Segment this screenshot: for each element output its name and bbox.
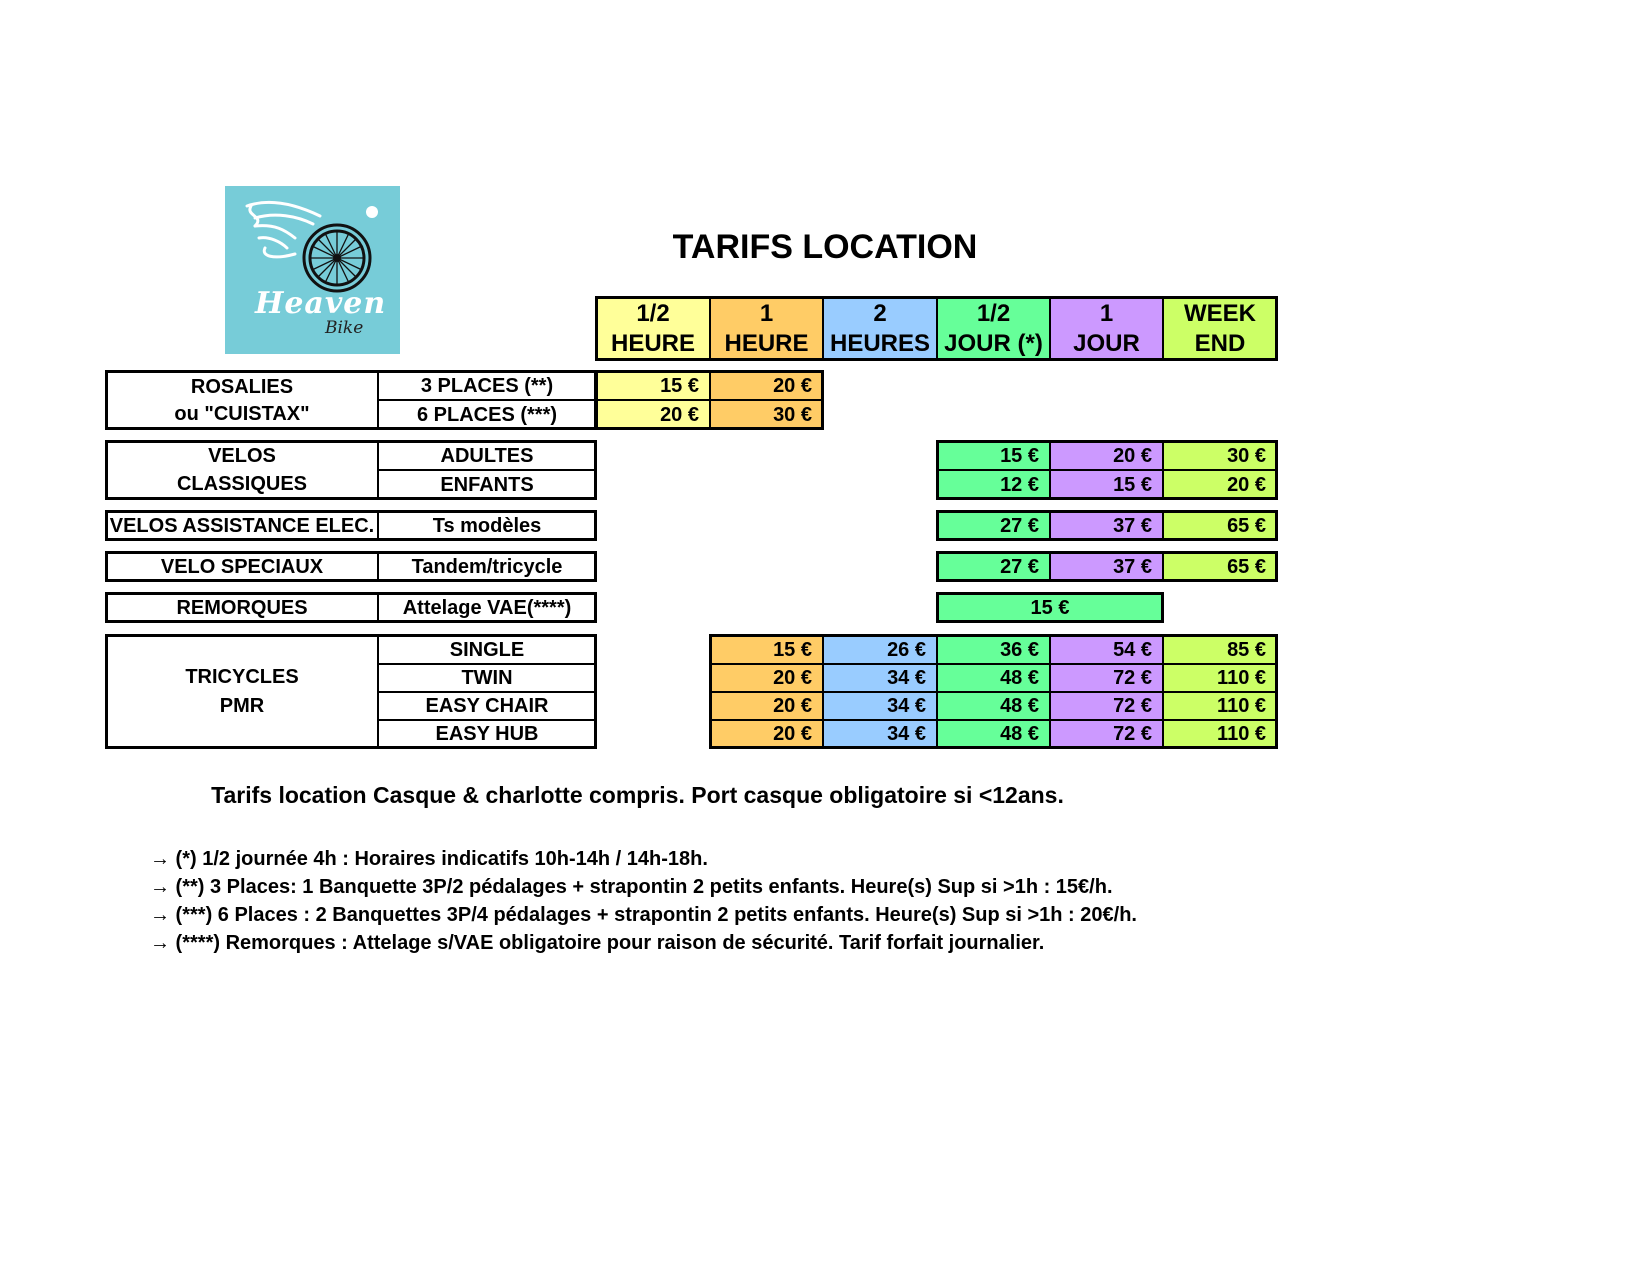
footer-main-note: Tarifs location Casque & charlotte compris. Port casque obligatoire si <12ans. [211, 782, 1064, 808]
price-rosalies-3-half-hour: 15 € [596, 371, 710, 400]
col-header-one-day: 1 JOUR [1050, 297, 1163, 360]
price-easy-hub-one-hour: 20 € [710, 720, 823, 748]
label-velos-classiques: VELOS CLASSIQUES [106, 441, 378, 499]
price-enfants-week-end: 20 € [1163, 470, 1277, 499]
note-3-places: → (**) 3 Places: 1 Banquette 3P/2 pédalages + strapontin 2 petits enfants. Heure(s) Sup si >1h : 15€/h. [150, 876, 1113, 898]
sub-3-places: 3 PLACES (**) [378, 371, 596, 400]
winged-wheel-icon [225, 186, 400, 354]
col-header-half-hour: 1/2 HEURE [596, 297, 710, 360]
sub-twin: TWIN [378, 664, 596, 692]
price-twin-half-day: 48 € [937, 664, 1050, 692]
price-vae-half-day: 27 € [937, 511, 1050, 540]
price-enfants-half-day: 12 € [937, 470, 1050, 499]
note-half-day: → (*) 1/2 journée 4h : Horaires indicatifs 10h-14h / 14h-18h. [150, 848, 708, 870]
sub-enfants: ENFANTS [378, 470, 596, 499]
price-twin-one-day: 72 € [1050, 664, 1163, 692]
price-speciaux-one-day: 37 € [1050, 552, 1163, 581]
price-vae-week-end: 65 € [1163, 511, 1277, 540]
price-rosalies-3-one-hour: 20 € [710, 371, 823, 400]
logo-text-bike: Bike [325, 318, 364, 338]
price-adultes-week-end: 30 € [1163, 441, 1277, 470]
price-rosalies-6-one-hour: 30 € [710, 400, 823, 429]
price-easy-chair-two-hours: 34 € [823, 692, 937, 720]
price-single-one-day: 54 € [1050, 635, 1163, 664]
note-6-places: → (***) 6 Places : 2 Banquettes 3P/4 pédalages + strapontin 2 petits enfants. Heure(s) Sup si >1h : 20€/h. [150, 904, 1137, 926]
col-header-one-hour: 1 HEURE [710, 297, 823, 360]
price-easy-chair-one-hour: 20 € [710, 692, 823, 720]
price-speciaux-week-end: 65 € [1163, 552, 1277, 581]
label-rosalies: ROSALIES ou "CUISTAX" [106, 371, 378, 429]
price-easy-hub-one-day: 72 € [1050, 720, 1163, 748]
note-remorques: → (****) Remorques : Attelage s/VAE obligatoire pour raison de sécurité. Tarif forfait journalier. [150, 932, 1045, 954]
col-header-week-end: WEEK END [1163, 297, 1277, 360]
sub-tandem-tricycle: Tandem/tricycle [378, 552, 596, 581]
price-single-week-end: 85 € [1163, 635, 1277, 664]
price-single-two-hours: 26 € [823, 635, 937, 664]
price-enfants-one-day: 15 € [1050, 470, 1163, 499]
price-speciaux-half-day: 27 € [937, 552, 1050, 581]
label-velos-assistance: VELOS ASSISTANCE ELEC. [106, 511, 378, 540]
sub-easy-hub: EASY HUB [378, 720, 596, 748]
logo-text-heaven: Heaven [255, 286, 387, 321]
sub-ts-modeles: Ts modèles [378, 511, 596, 540]
sub-easy-chair: EASY CHAIR [378, 692, 596, 720]
price-easy-hub-half-day: 48 € [937, 720, 1050, 748]
sub-6-places: 6 PLACES (***) [378, 400, 596, 429]
col-header-half-day: 1/2 JOUR (*) [937, 297, 1050, 360]
price-easy-chair-week-end: 110 € [1163, 692, 1277, 720]
price-twin-week-end: 110 € [1163, 664, 1277, 692]
price-vae-one-day: 37 € [1050, 511, 1163, 540]
sub-single: SINGLE [378, 635, 596, 664]
price-twin-one-hour: 20 € [710, 664, 823, 692]
col-header-two-hours: 2 HEURES [823, 297, 937, 360]
label-tricycles-pmr: TRICYCLES PMR [106, 635, 378, 748]
sub-attelage-vae: Attelage VAE(****) [378, 593, 596, 622]
price-remorques-forfait: 15 € [937, 593, 1163, 622]
heaven-bike-logo [225, 186, 400, 354]
price-easy-hub-week-end: 110 € [1163, 720, 1277, 748]
label-remorques: REMORQUES [106, 593, 378, 622]
price-twin-two-hours: 34 € [823, 664, 937, 692]
price-single-one-hour: 15 € [710, 635, 823, 664]
label-velo-speciaux: VELO SPECIAUX [106, 552, 378, 581]
price-easy-chair-one-day: 72 € [1050, 692, 1163, 720]
sub-adultes: ADULTES [378, 441, 596, 470]
price-rosalies-6-half-hour: 20 € [596, 400, 710, 429]
price-adultes-one-day: 20 € [1050, 441, 1163, 470]
price-single-half-day: 36 € [937, 635, 1050, 664]
page-title: TARIFS LOCATION [672, 228, 978, 266]
price-easy-hub-two-hours: 34 € [823, 720, 937, 748]
price-adultes-half-day: 15 € [937, 441, 1050, 470]
price-easy-chair-half-day: 48 € [937, 692, 1050, 720]
